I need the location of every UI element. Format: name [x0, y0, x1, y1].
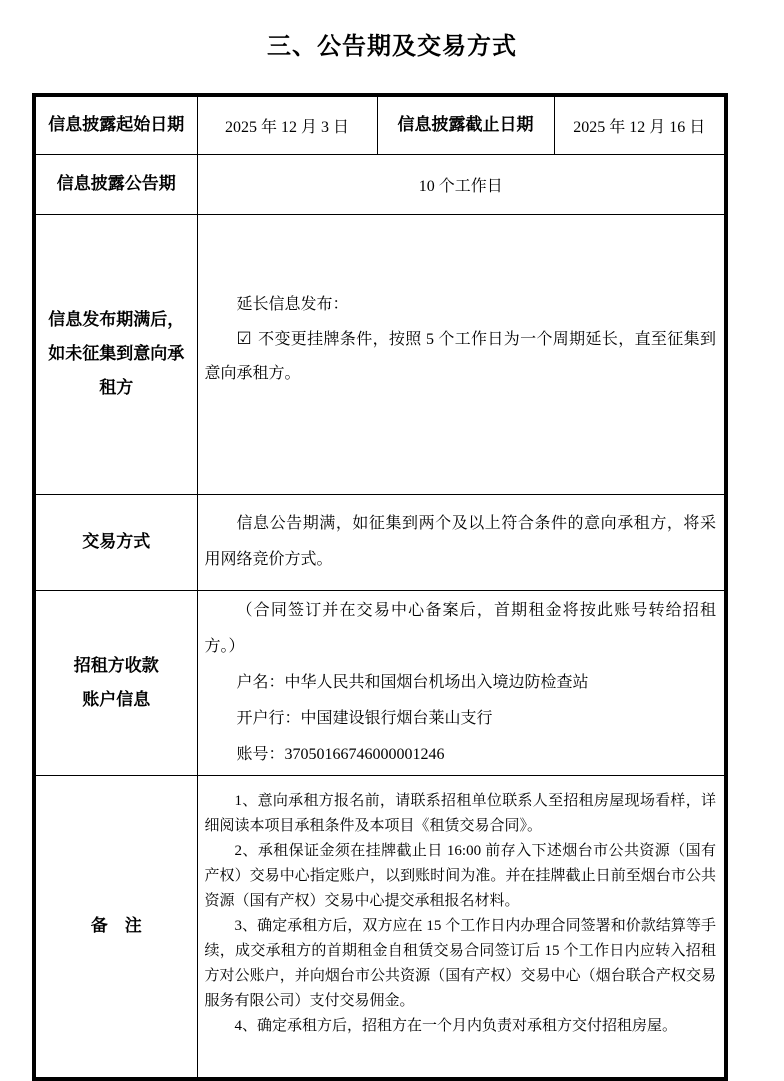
extension-rule-label: 信息发布期满后，如未征集到意向承租方: [34, 214, 197, 494]
extension-rule-cell: [197, 214, 726, 494]
transaction-method-text: 信息公告期满，如征集到两个及以上符合条件的意向承租方，将采用网络竞价方式。: [204, 515, 716, 568]
remarks-label: 备 注: [34, 775, 197, 1079]
announcement-period-value: 10 个工作日: [197, 154, 726, 214]
table-row: [34, 154, 726, 214]
remark-item-2: 2、承租保证金须在挂牌截止日 16:00 前存入下述烟台市公共资源（国有产权）交易中心指定账户，以到账时间为准。并在挂牌截止日前至烟台市公共资源（国有产权）交易中心提交承租报名材料。: [204, 843, 716, 910]
table-row: [34, 95, 726, 154]
payee-account-cell: [197, 590, 726, 775]
page-title: 三、公告期及交易方式: [267, 34, 517, 60]
disclosure-end-date-value: 2025 年 12 月 16 日: [554, 95, 726, 154]
remark-item-1: 1、意向承租方报名前，请联系招租单位联系人至招租房屋现场看样，详细阅读本项目承租条件及本项目《租赁交易合同》。: [204, 793, 716, 835]
account-bank: 开户行：中国建设银行烟台莱山支行: [236, 709, 493, 727]
disclosure-start-date-value: 2025 年 12 月 3 日: [197, 95, 377, 154]
remark-item-4: 4、确定承租方后，招租方在一个月内负责对承租方交付招租房屋。: [234, 1018, 678, 1035]
table-row: [34, 214, 726, 494]
payee-account-label-line1: 招租方收款: [73, 655, 159, 675]
payee-account-label: [34, 590, 197, 775]
remark-item-3: 3、确定承租方后，双方应在 15 个工作日内办理合同签署和价款结算等手续，成交承租方的首期租金自租赁交易合同签订后 15 个工作日内应转入招租方对公账户，并向烟台市公共资源（国有产权）交易中心（烟台联合产权交易服务有限公司）支付交易佣金。: [204, 918, 716, 1010]
account-number: 账号：37050166746000001246: [236, 745, 445, 763]
announcement-period-label: 信息披露公告期: [34, 154, 197, 214]
announcement-table: [32, 93, 728, 1081]
extension-option-text: 不变更挂牌条件，按照 5 个工作日为一个周期延长，直至征集到意向承租方。: [204, 330, 716, 382]
disclosure-end-date-label: 信息披露截止日期: [377, 95, 554, 154]
table-row: [34, 775, 726, 1079]
remarks-cell: [197, 775, 726, 1079]
extension-intro: 延长信息发布：: [236, 295, 349, 313]
table-row: [34, 494, 726, 590]
disclosure-start-date-label: 信息披露起始日期: [34, 95, 197, 154]
transaction-method-label: 交易方式: [34, 494, 197, 590]
checked-checkbox-icon: ☑: [236, 328, 252, 349]
extension-option: [205, 322, 717, 391]
table-row: [34, 590, 726, 775]
payee-account-label-line2: 账户信息: [82, 689, 151, 709]
account-name: 户名：中华人民共和国烟台机场出入境边防检查站: [236, 673, 589, 691]
account-note: （合同签订并在交易中心备案后，首期租金将按此账号转给招租方。）: [204, 601, 716, 655]
transaction-method-cell: [197, 494, 726, 590]
